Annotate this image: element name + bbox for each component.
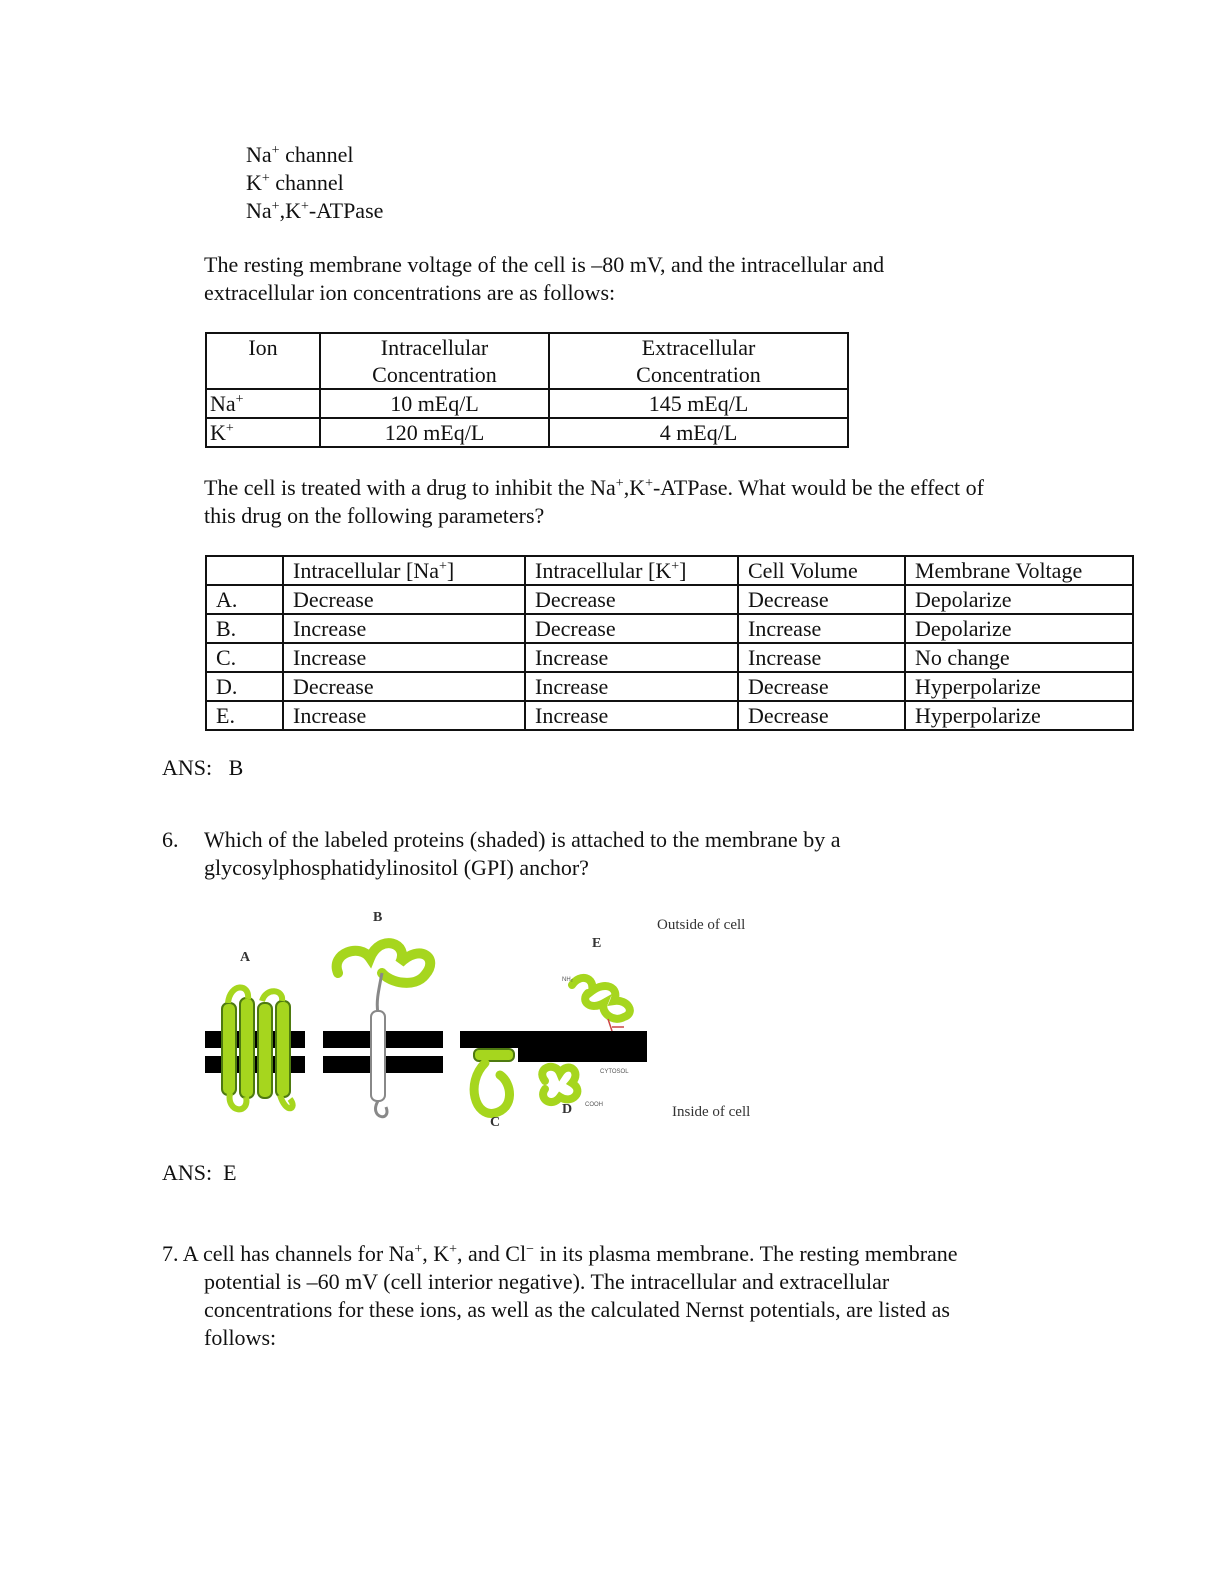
- k-cell: Decrease: [525, 614, 738, 643]
- drug-paragraph: [204, 474, 984, 530]
- protein-b: [337, 943, 431, 1117]
- q7-line1: 7. A cell has channels for Na+, K+, and Cl− in its plasma membrane. The resting membrane: [162, 1241, 958, 1266]
- volume-cell: Decrease: [738, 672, 905, 701]
- k-cell: Increase: [525, 643, 738, 672]
- intra-cell: 10 mEq/L: [320, 389, 549, 418]
- row-letter: B.: [206, 614, 283, 643]
- protein-d: [542, 1067, 577, 1102]
- q7-line3: concentrations for these ions, as well as the calculated Nernst potentials, are listed as: [204, 1297, 950, 1322]
- header-cell-volume: Cell Volume: [738, 556, 905, 585]
- header-ion: Ion: [206, 333, 320, 389]
- k-cell: Increase: [525, 701, 738, 730]
- table-row: [206, 389, 848, 418]
- q7-line2: potential is –60 mV (cell interior negative). The intracellular and extracellular: [204, 1269, 890, 1294]
- label-nh2: NH₂: [562, 977, 573, 983]
- k-cell: Decrease: [525, 585, 738, 614]
- list-item-atpase: Na+,K+-ATPase: [246, 198, 384, 223]
- na-cell: Decrease: [283, 585, 525, 614]
- membrane-protein-diagram: [200, 903, 780, 1135]
- q6-line2: glycosylphosphatidylinositol (GPI) anchor?: [204, 855, 589, 880]
- ion-table-header: [206, 333, 848, 389]
- na-cell: Increase: [283, 643, 525, 672]
- label-inside-cell: Inside of cell: [672, 1104, 751, 1120]
- volume-cell: Increase: [738, 643, 905, 672]
- para2-line2: this drug on the following parameters?: [204, 503, 545, 528]
- transporter-list: [246, 141, 383, 225]
- row-letter: E.: [206, 701, 283, 730]
- answer-q5: ANS: B: [162, 755, 244, 780]
- label-e: E: [592, 936, 602, 951]
- table-row: [206, 614, 1133, 643]
- answer-q6: ANS: E: [162, 1160, 237, 1185]
- header-extracellular: Extracellular Concentration: [549, 333, 848, 389]
- question-6-text: [204, 826, 841, 882]
- label-b: B: [373, 910, 383, 925]
- table-row: [206, 672, 1133, 701]
- label-cooh: COOH: [585, 1102, 603, 1108]
- table-row: [206, 418, 848, 447]
- resting-voltage-paragraph: [204, 251, 884, 307]
- table-row: [206, 701, 1133, 730]
- q7-line4: follows:: [204, 1325, 277, 1350]
- label-outside-cell: Outside of cell: [657, 917, 746, 933]
- header-intra-k: Intracellular [K+]: [525, 556, 738, 585]
- membrane-layer-outer-c: [460, 1031, 647, 1048]
- voltage-cell: No change: [905, 643, 1133, 672]
- label-cytosol: CYTOSOL: [600, 1069, 629, 1075]
- volume-cell: Decrease: [738, 701, 905, 730]
- k-cell: Increase: [525, 672, 738, 701]
- intra-cell: 120 mEq/L: [320, 418, 549, 447]
- membrane-layer-inner-c: [518, 1048, 647, 1062]
- para2-line1: The cell is treated with a drug to inhibit the Na+,K+-ATPase. What would be the effect of: [204, 475, 984, 500]
- protein-a: [222, 987, 293, 1109]
- header-membrane-voltage: Membrane Voltage: [905, 556, 1133, 585]
- na-cell: Decrease: [283, 672, 525, 701]
- extra-cell: 145 mEq/L: [549, 389, 848, 418]
- para1-line2: extracellular ion concentrations are as follows:: [204, 280, 616, 305]
- header-blank: [206, 556, 283, 585]
- table-row: [206, 643, 1133, 672]
- protein-e: [572, 978, 630, 1031]
- row-letter: D.: [206, 672, 283, 701]
- row-letter: A.: [206, 585, 283, 614]
- label-a: A: [240, 950, 251, 965]
- voltage-cell: Depolarize: [905, 585, 1133, 614]
- drug-effects-table: [205, 555, 1134, 731]
- list-item-na-channel: Na+ channel: [246, 142, 354, 167]
- question-6-number: 6.: [162, 827, 179, 852]
- header-intra-na: Intracellular [Na+]: [283, 556, 525, 585]
- protein-c: [474, 1049, 514, 1113]
- row-letter: C.: [206, 643, 283, 672]
- table-row: [206, 585, 1133, 614]
- label-d: D: [562, 1102, 573, 1117]
- ion-cell: K+: [206, 418, 320, 447]
- volume-cell: Increase: [738, 614, 905, 643]
- na-cell: Increase: [283, 614, 525, 643]
- voltage-cell: Hyperpolarize: [905, 701, 1133, 730]
- header-intracellular: Intracellular Concentration: [320, 333, 549, 389]
- question-7: [162, 1240, 958, 1352]
- para1-line1: The resting membrane voltage of the cell is –80 mV, and the intracellular and: [204, 252, 885, 277]
- volume-cell: Decrease: [738, 585, 905, 614]
- extra-cell: 4 mEq/L: [549, 418, 848, 447]
- q6-line1: Which of the labeled proteins (shaded) is attached to the membrane by a: [204, 827, 841, 852]
- list-item-k-channel: K+ channel: [246, 170, 344, 195]
- na-cell: Increase: [283, 701, 525, 730]
- voltage-cell: Hyperpolarize: [905, 672, 1133, 701]
- effects-table-header: [206, 556, 1133, 585]
- voltage-cell: Depolarize: [905, 614, 1133, 643]
- label-c: C: [490, 1115, 501, 1130]
- ion-concentration-table: [205, 332, 849, 448]
- ion-cell: Na+: [206, 389, 320, 418]
